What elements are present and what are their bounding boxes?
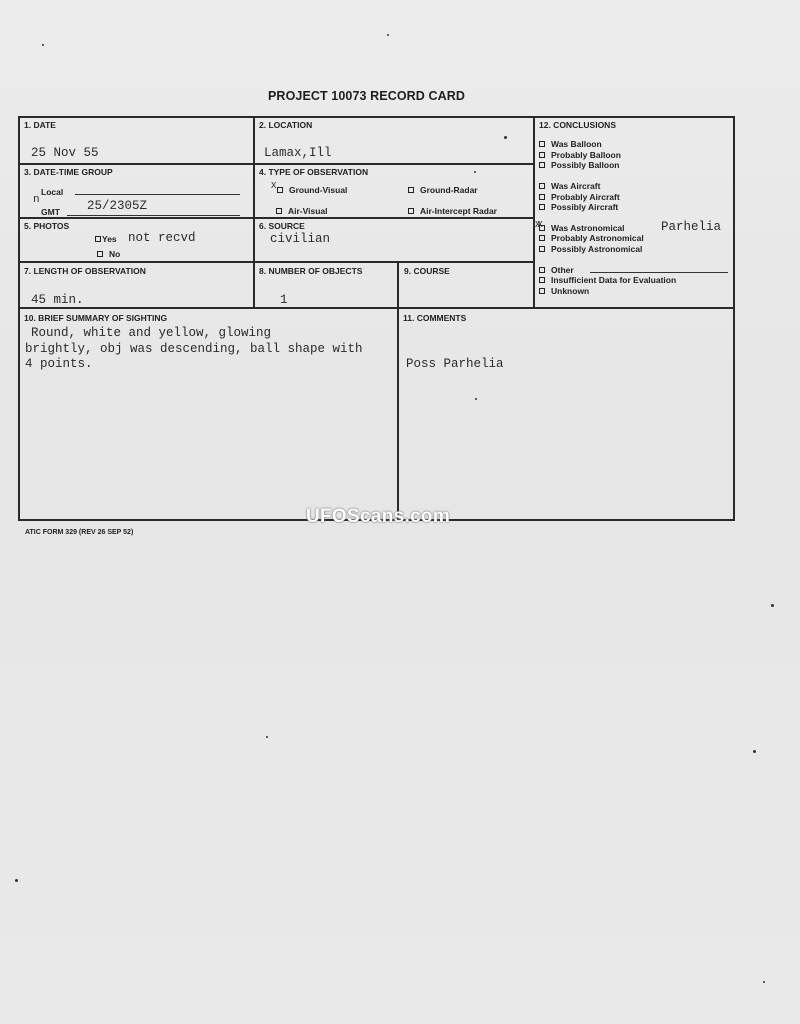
ground-visual-mark: X xyxy=(271,181,277,191)
form-number: ATIC FORM 329 (REV 26 SEP 52) xyxy=(25,529,134,536)
ground-visual-label: Ground-Visual xyxy=(289,185,348,195)
checkbox-icon xyxy=(539,141,545,147)
conclusion-possibly-aircraft[interactable] xyxy=(539,202,618,212)
scan-speck xyxy=(474,171,476,173)
conclusion-probably-astronomical[interactable] xyxy=(539,233,644,243)
watermark: UFOScans.com xyxy=(306,506,451,527)
astronomical-note: Parhelia xyxy=(661,220,722,234)
scan-speck xyxy=(475,398,477,400)
divider xyxy=(397,262,399,521)
checkbox-icon xyxy=(539,288,545,294)
conclusions-label: 12. CONCLUSIONS xyxy=(539,120,616,130)
obs-air-visual[interactable] xyxy=(276,206,328,216)
conclusion-label: Insufficient Data for Evaluation xyxy=(551,275,677,285)
scan-speck xyxy=(771,604,774,607)
scan-speck xyxy=(504,136,507,139)
conclusion-probably-aircraft[interactable] xyxy=(539,192,620,202)
length-label: 7. LENGTH OF OBSERVATION xyxy=(24,266,146,276)
astronomical-mark: XX xyxy=(535,220,540,230)
gmt-label: GMT xyxy=(41,207,60,217)
other-underline xyxy=(590,272,728,273)
gmt-underline xyxy=(67,215,240,216)
date-label: 1. DATE xyxy=(24,120,56,130)
summary-line: Round, white and yellow, glowing xyxy=(31,326,272,340)
photos-yes-label: Yes xyxy=(102,234,117,244)
photos-yes[interactable] xyxy=(95,234,117,244)
scan-speck xyxy=(42,44,44,46)
photos-yes-note: not recvd xyxy=(128,231,196,245)
checkbox-icon xyxy=(539,162,545,168)
conclusion-label: Probably Astronomical xyxy=(551,233,644,243)
conclusion-label: Possibly Aircraft xyxy=(551,202,619,212)
photos-no[interactable] xyxy=(97,249,120,259)
divider xyxy=(19,217,533,219)
conclusion-insufficient-data[interactable] xyxy=(539,275,676,285)
course-label: 9. COURSE xyxy=(404,266,450,276)
obs-ground-radar[interactable] xyxy=(408,185,478,195)
summary-line: 4 points. xyxy=(25,357,93,371)
conclusion-label: Was Aircraft xyxy=(551,181,601,191)
checkbox-icon xyxy=(539,246,545,252)
gmt-value: 25/2305Z xyxy=(87,199,148,213)
divider xyxy=(19,307,734,309)
conclusion-label: Was Astronomical xyxy=(551,223,625,233)
conclusion-was-astronomical[interactable] xyxy=(535,220,625,233)
local-underline xyxy=(75,194,240,195)
checkbox-icon xyxy=(408,208,414,214)
ground-radar-label: Ground-Radar xyxy=(420,185,478,195)
conclusion-label: Probably Balloon xyxy=(551,150,621,160)
conclusion-was-balloon[interactable] xyxy=(539,139,602,149)
summary-line: brightly, obj was descending, ball shape with xyxy=(25,341,363,356)
scan-speck xyxy=(753,750,756,753)
conclusion-probably-balloon[interactable] xyxy=(539,150,621,160)
comments-label: 11. COMMENTS xyxy=(403,313,467,323)
conclusion-possibly-balloon[interactable] xyxy=(539,160,620,170)
location-label: 2. LOCATION xyxy=(259,120,313,130)
conclusion-label: Possibly Balloon xyxy=(551,160,620,170)
scan-speck xyxy=(15,879,18,882)
checkbox-icon xyxy=(539,277,545,283)
gmt-prefix: n xyxy=(33,194,40,206)
conclusion-was-aircraft[interactable] xyxy=(539,181,600,191)
date-value: 25 Nov 55 xyxy=(31,146,99,160)
checkbox-icon xyxy=(539,204,545,210)
checkbox-icon xyxy=(539,267,545,273)
local-label: Local xyxy=(41,187,64,197)
obs-type-label: 4. TYPE OF OBSERVATION xyxy=(259,167,369,177)
page-title: PROJECT 10073 RECORD CARD xyxy=(268,89,465,103)
checkbox-icon xyxy=(539,235,545,241)
num-objects-label: 8. NUMBER OF OBJECTS xyxy=(259,266,363,276)
checkbox-icon xyxy=(408,187,414,193)
divider xyxy=(253,117,255,308)
photos-label: 5. PHOTOS xyxy=(24,221,70,231)
source-label: 6. SOURCE xyxy=(259,221,305,231)
checkbox-icon xyxy=(276,208,282,214)
checkbox-icon xyxy=(539,183,545,189)
conclusion-unknown[interactable] xyxy=(539,286,589,296)
checkbox-icon xyxy=(277,187,283,193)
conclusion-other[interactable] xyxy=(539,265,574,275)
checkbox-icon xyxy=(95,236,101,242)
conclusion-label: Was Balloon xyxy=(551,139,602,149)
conclusion-label: Unknown xyxy=(551,286,590,296)
checkbox-icon xyxy=(97,251,103,257)
scan-speck xyxy=(266,736,268,738)
scan-speck xyxy=(763,981,765,983)
summary-label: 10. BRIEF SUMMARY OF SIGHTING xyxy=(24,313,168,323)
conclusion-label: Probably Aircraft xyxy=(551,192,620,202)
obs-ground-visual[interactable] xyxy=(271,181,348,195)
obs-air-intercept[interactable] xyxy=(408,206,497,216)
source-value: civilian xyxy=(270,232,331,246)
num-objects-value: 1 xyxy=(280,293,288,307)
summary-text xyxy=(25,326,395,373)
divider xyxy=(19,261,533,263)
conclusion-label: Other xyxy=(551,265,574,275)
length-value: 45 min. xyxy=(31,293,84,307)
air-intercept-label: Air-Intercept Radar xyxy=(420,206,497,216)
scan-speck xyxy=(387,34,389,36)
comments-value: Poss Parhelia xyxy=(406,357,504,371)
checkbox-icon xyxy=(539,194,545,200)
location-value: Lamax,Ill xyxy=(264,146,332,160)
checkbox-icon xyxy=(539,152,545,158)
conclusion-possibly-astronomical[interactable] xyxy=(539,244,642,254)
dtg-label: 3. DATE-TIME GROUP xyxy=(24,167,113,177)
conclusion-label: Possibly Astronomical xyxy=(551,244,643,254)
divider xyxy=(533,117,535,308)
divider xyxy=(19,163,533,165)
air-visual-label: Air-Visual xyxy=(288,206,328,216)
photos-no-label: No xyxy=(109,249,121,259)
